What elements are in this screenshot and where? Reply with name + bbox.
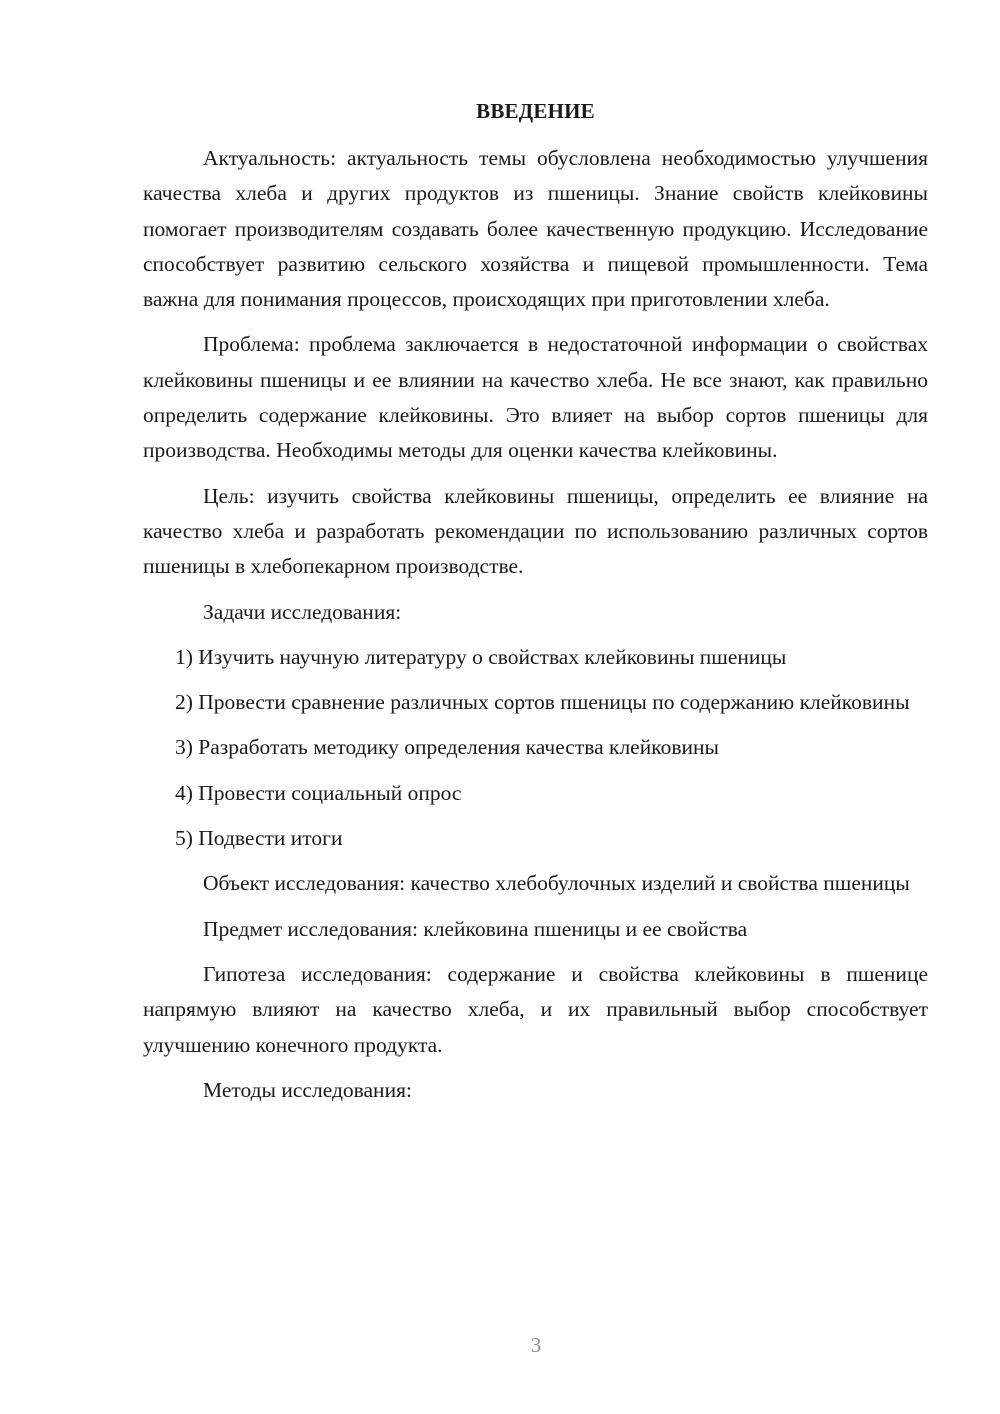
relevance-paragraph: Актуальность: актуальность темы обусловлена необходимостью улучшения качества хлеба и других продуктов из пшеницы. Знание свойств клейковины помогает производителям создавать более качественную продукцию. Исследование способствует развитию сельского хозяйства и пищевой промышленности. Тема важна для понимания процессов, происходящих при приготовлении хлеба. — [143, 146, 928, 312]
task-item-3: 3) Разработать методику определения качества клейковины — [175, 735, 719, 760]
subject-paragraph: Предмет исследования: клейковина пшеницы и ее свойства — [203, 916, 748, 941]
task-item-1: 1) Изучить научную литературу о свойствах клейковины пшеницы — [175, 644, 787, 669]
task-item-4: 4) Провести социальный опрос — [175, 780, 462, 805]
goal-paragraph: Цель: изучить свойства клейковины пшеницы, определить ее влияние на качество хлеба и разработать рекомендации по использованию различных сортов пшеницы в хлебопекарном производстве. — [143, 483, 928, 579]
page-title: ВВЕДЕНИЕ — [476, 99, 595, 123]
page-number: 3 — [530, 1333, 542, 1357]
object-paragraph: Объект исследования: качество хлебобулочных изделий и свойства пшеницы — [203, 871, 910, 896]
task-item-2: 2) Провести сравнение различных сортов пшеницы по содержанию клейковины — [175, 690, 910, 715]
problem-paragraph: Проблема: проблема заключается в недостаточной информации о свойствах клейковины пшеницы и ее влиянии на качество хлеба. Не все знают, как правильно определить содержание клейковины. Это влияет на выбор сортов пшеницы для производства. Необходимы методы для оценки качества клейковины. — [143, 332, 928, 463]
tasks-heading: Задачи исследования: — [203, 599, 402, 624]
hypothesis-paragraph: Гипотеза исследования: содержание и свойства клейковины в пшенице напрямую влияют на качество хлеба, и их правильный выбор способствует улучшению конечного продукта. — [143, 961, 928, 1057]
task-item-5: 5) Подвести итоги — [175, 826, 343, 851]
page-content — [143, 96, 928, 1118]
methods-heading: Методы исследования: — [203, 1077, 412, 1102]
